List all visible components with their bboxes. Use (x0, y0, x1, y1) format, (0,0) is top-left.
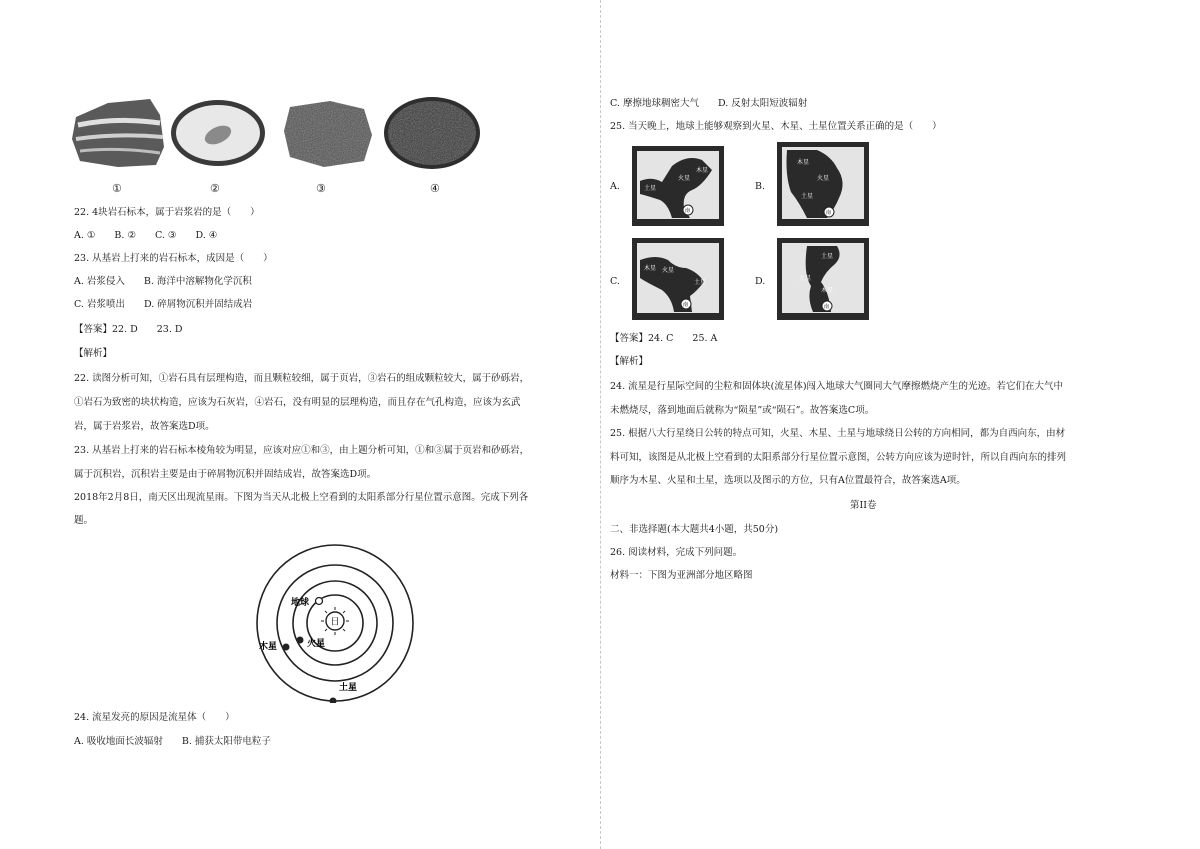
star-map-b (777, 142, 869, 226)
analysis-22-line-2: ①岩石为致密的块状构造，应该为石灰岩，④岩石，没有明显的层理构造，而且存在气孔构造，应该为玄武 (74, 397, 521, 408)
map-a-mars: 火星 (678, 175, 691, 182)
question-23-options-cd: C. 岩浆喷出 D. 碎屑物沉积并固结成岩 (74, 299, 253, 310)
answer-22-23: 【答案】22. D 23. D (74, 324, 183, 335)
map-option-a-label: A. (610, 181, 620, 192)
map-a-jupiter: 木星 (696, 167, 709, 174)
saturn-icon (330, 698, 337, 704)
map-b-mars: 火星 (817, 175, 830, 182)
analysis-24-line-2: 未燃烧尽，落到地面后就称为“陨星”或“陨石”。故答案选C项。 (610, 405, 875, 416)
map-c-mars: 火星 (662, 267, 675, 274)
rock-label-2: ② (210, 182, 220, 195)
intro-line-2: 题。 (74, 515, 94, 526)
analysis-25-line-2: 料可知，该图是从北极上空看到的太阳系部分行星位置示意图，公转方向应该为逆时针，所以自西向东的排列 (610, 452, 1067, 463)
question-24-options-ab: A. 吸收地面长波辐射 B. 捕获太阳带电粒子 (74, 736, 271, 747)
question-22: 22. 4块岩石标本，属于岩浆岩的是（ ） (74, 207, 260, 218)
map-a-saturn: 土星 (644, 185, 657, 192)
sun-icon (321, 607, 349, 635)
mars-icon (297, 637, 304, 644)
earth-label: 地球 (291, 598, 310, 608)
sun-label: 日 (330, 617, 340, 628)
analysis-24-line-1: 24. 流星是行星际空间的尘粒和固体块(流星体)闯入地球大气圈同大气摩擦燃烧产生的光迹。若它们在大气中 (610, 381, 1064, 392)
rock-specimen-3 (284, 101, 372, 167)
question-23-options-ab: A. 岩浆侵入 B. 海洋中溶解物化学沉积 (74, 276, 252, 287)
map-d-south: 南 (824, 304, 830, 310)
section-title: 第II卷 (850, 500, 877, 511)
analysis-22-line-3: 岩，属于岩浆岩，故答案选D项。 (74, 421, 215, 432)
analysis-22-line-1: 22. 读图分析可知，①岩石具有层理构造，而且颗粒较细，属于页岩，③岩石的组成颗粒较大，属于砂砾岩， (74, 373, 530, 384)
rock-specimen-1 (72, 99, 164, 167)
map-c-saturn: 土星 (694, 279, 707, 286)
analysis-25-line-3: 顺序为木星、火星和土星，选项以及图示的方位，只有A位置最符合，故答案选A项。 (610, 475, 966, 486)
question-24: 24. 流星发亮的原因是流星体（ ） (74, 712, 235, 723)
map-c-jupiter: 木星 (644, 265, 657, 272)
map-b-jupiter: 木星 (797, 159, 810, 166)
rock-specimen-4 (384, 97, 480, 169)
intro-line-1: 2018年2月8日，南天区出现流星雨。下图为当天从北极上空看到的太阳系部分行星位置示意图。完成下列各 (74, 492, 529, 503)
star-map-d (777, 238, 869, 320)
map-option-c-label: C. (610, 276, 620, 287)
map-c-south: 南 (683, 302, 689, 308)
jupiter-label: 木星 (259, 642, 278, 652)
analysis-label-1: 【解析】 (74, 348, 113, 359)
map-d-jupiter: 木星 (821, 287, 834, 294)
rock-label-3: ③ (316, 182, 326, 195)
map-option-b-label: B. (755, 181, 766, 192)
star-map-c (632, 238, 724, 320)
analysis-25-line-1: 25. 根据八大行星绕日公转的特点可知，火星、木星、土星与地球绕日公转的方向相同，都为自西向东，由材 (610, 428, 1066, 439)
rock-specimens-figure (68, 95, 488, 197)
map-b-saturn: 土星 (801, 193, 814, 200)
map-b-south: 南 (826, 210, 832, 216)
solar-system-diagram (255, 543, 415, 703)
question-24-options-cd: C. 摩擦地球稠密大气 D. 反射太阳短波辐射 (610, 98, 808, 109)
question-26: 26. 阅读材料，完成下列问题。 (610, 547, 743, 558)
map-d-mars: 火星 (799, 275, 812, 282)
answer-24-25: 【答案】24. C 25. A (610, 333, 718, 344)
material-1: 材料一：下图为亚洲部分地区略图 (610, 570, 753, 581)
analysis-23-line-1: 23. 从基岩上打来的岩石标本棱角较为明显，应该对应①和③，由上题分析可知，①和③属于页岩和砂砾岩， (74, 445, 530, 456)
map-option-d-label: D. (755, 276, 766, 287)
map-a-south: 南 (685, 208, 691, 214)
page-divider (600, 0, 601, 849)
rock-label-4: ④ (430, 182, 440, 195)
mars-label: 火星 (307, 639, 326, 649)
analysis-23-line-2: 属于沉积岩，沉积岩主要是由于碎屑物沉积并固结成岩，故答案选D项。 (74, 469, 377, 480)
saturn-label: 土星 (339, 683, 358, 693)
analysis-label-2: 【解析】 (610, 356, 649, 367)
jupiter-icon (283, 644, 290, 651)
section-2-heading: 二、非选择题(本大题共4小题，共50分) (610, 524, 779, 535)
earth-icon (316, 598, 323, 605)
question-22-options: A. ① B. ② C. ③ D. ④ (74, 230, 218, 241)
rock-specimen-2 (171, 100, 265, 166)
map-d-saturn: 土星 (821, 253, 834, 260)
question-23: 23. 从基岩上打来的岩石标本，成因是（ ） (74, 253, 273, 264)
question-25: 25. 当天晚上，地球上能够观察到火星、木星、土星位置关系正确的是（ ） (610, 121, 942, 132)
star-map-a (632, 146, 724, 226)
rock-label-1: ① (112, 182, 122, 195)
